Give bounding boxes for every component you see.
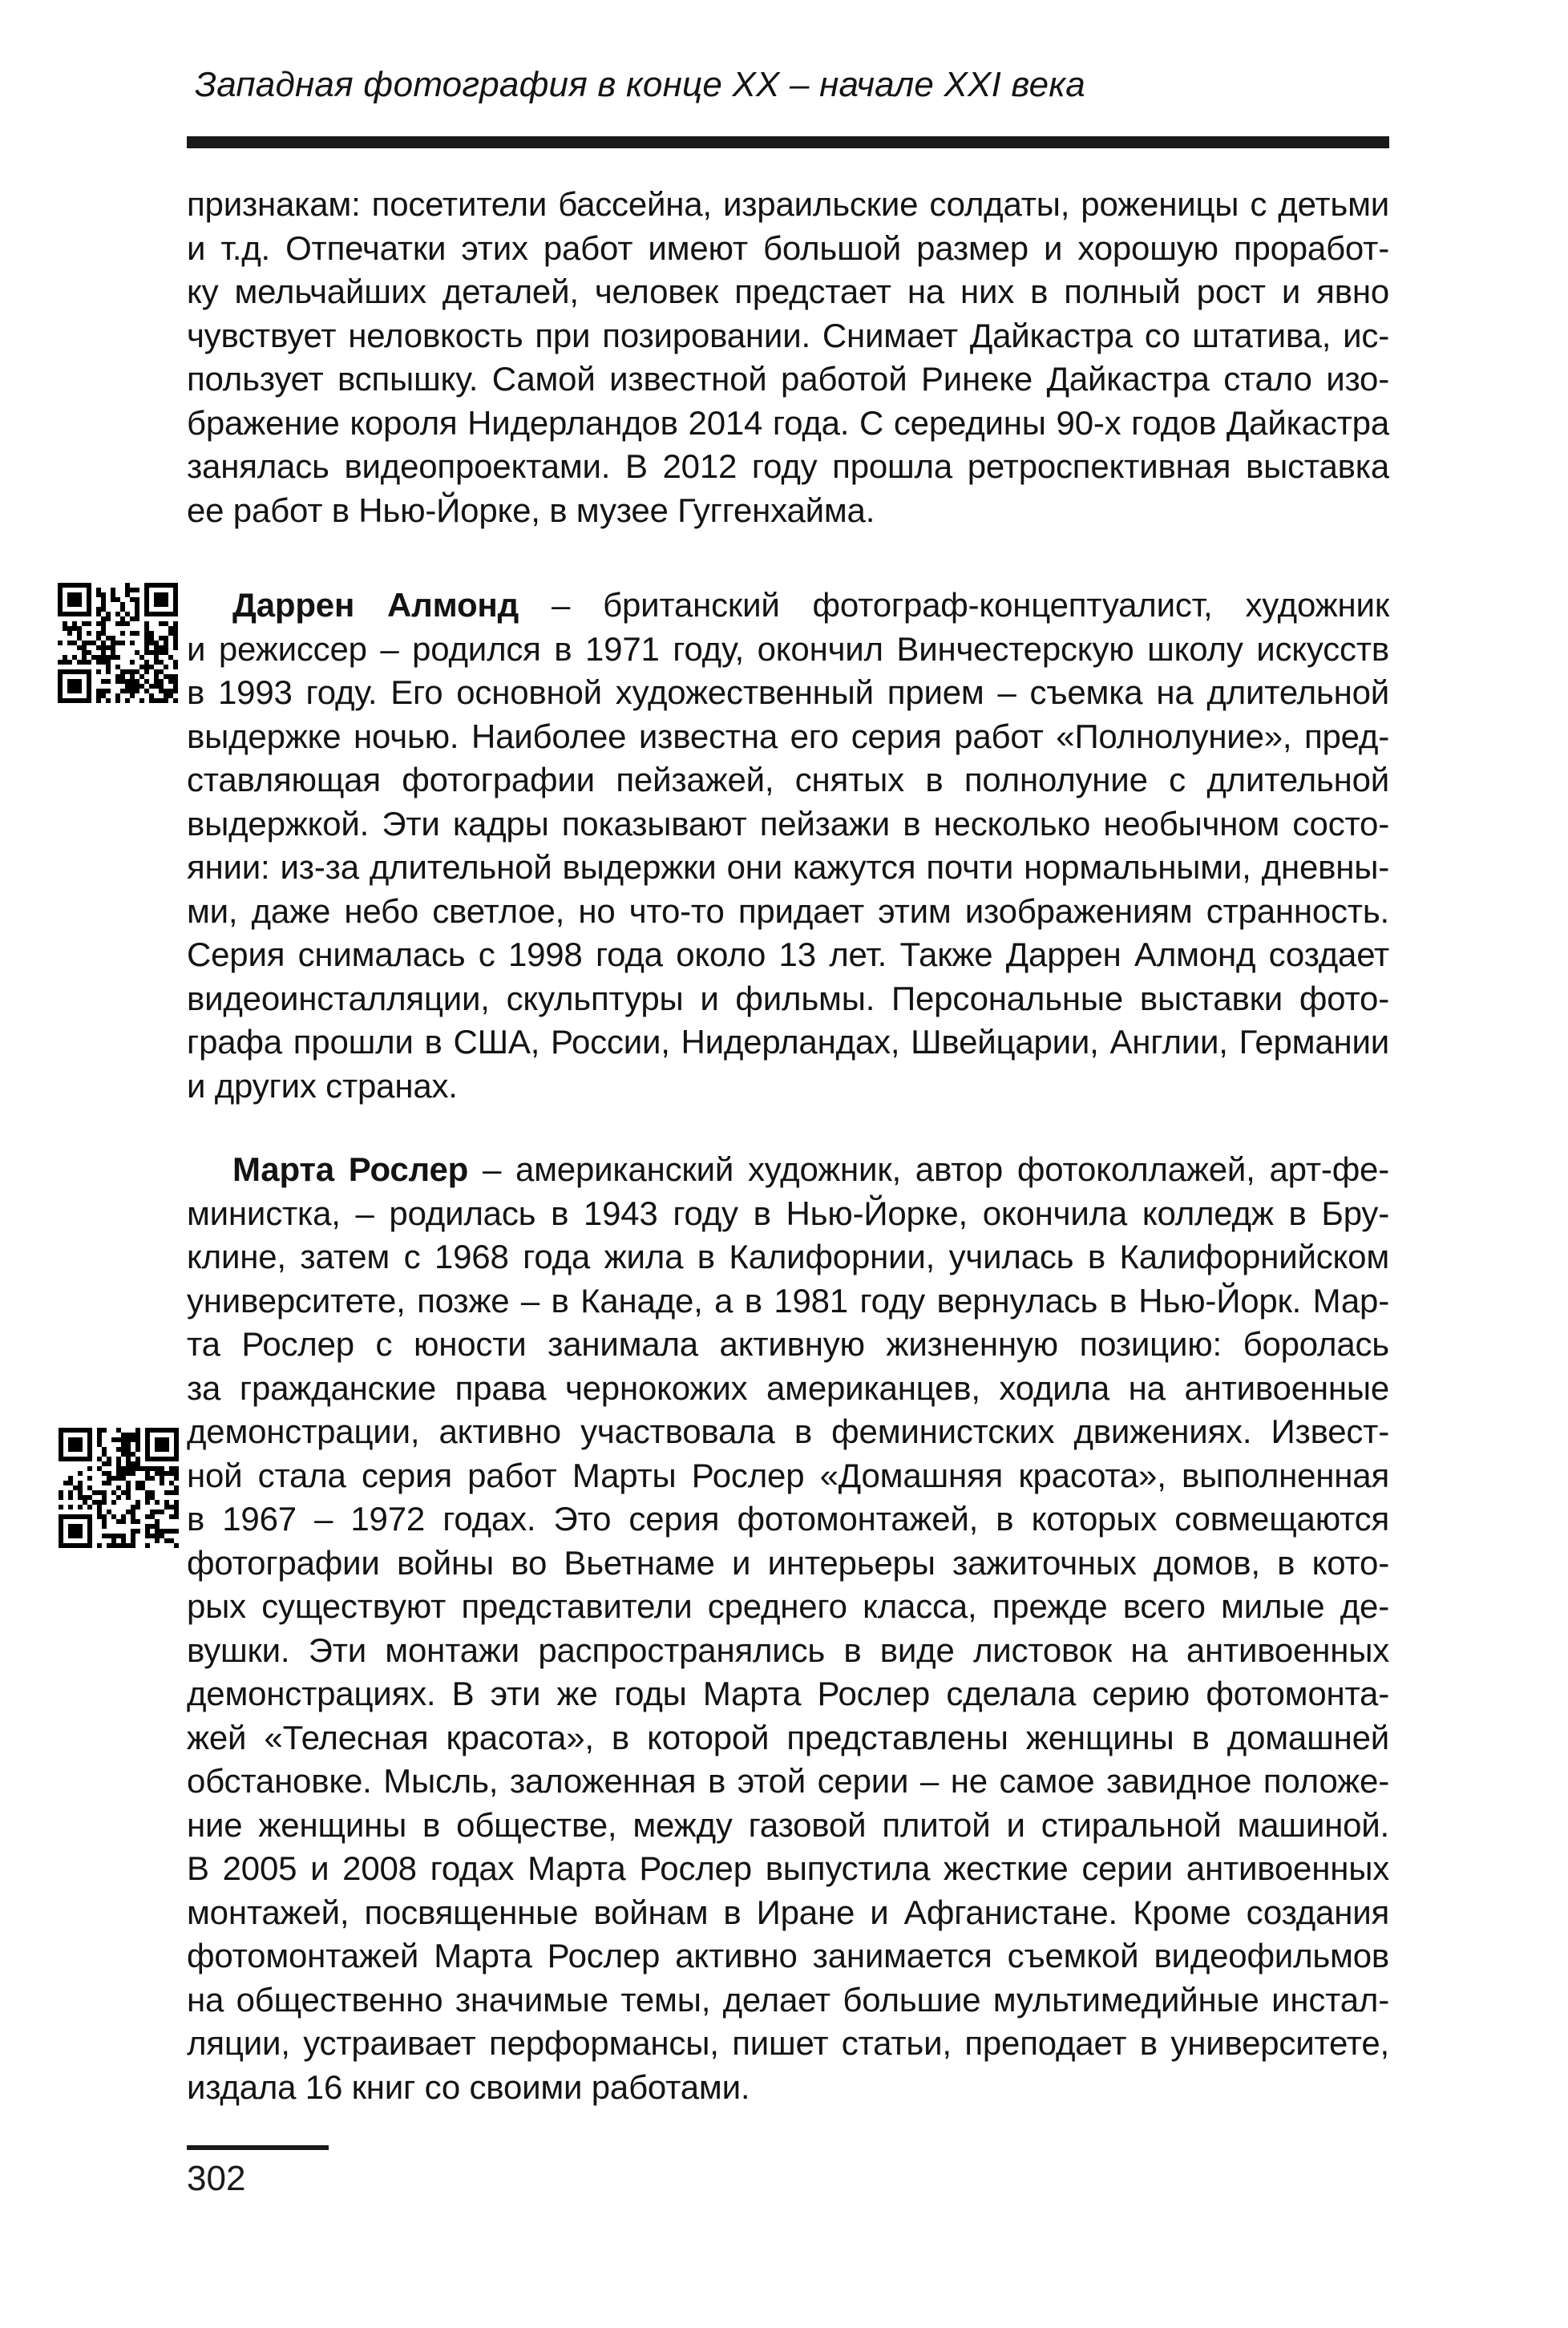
text-line: янии: из-за длительной выдержки они кажутся почти нормальными, дневны- <box>187 848 1389 886</box>
text-line: ее работ в Нью-Йорке, в музее Гуггенхайма. <box>187 491 875 529</box>
text-line: монтажей, посвященные войнам в Иране и Афганистане. Кроме создания <box>187 1893 1389 1931</box>
text-line: В 2005 и 2008 годах Марта Рослер выпустила жесткие серии антивоенных <box>187 1849 1389 1887</box>
paragraph <box>187 1148 1389 2109</box>
running-header-title: Западная фотография в конце XX – начале XXI века <box>195 65 1085 104</box>
text-line: чувствует неловкость при позировании. Снимает Дайкастра со штатива, ис- <box>187 316 1389 354</box>
text-line: в 1993 году. Его основной художественный прием – съемка на длительной <box>187 673 1389 711</box>
text-line: и режиссер – родился в 1971 году, окончил Винчестерскую школу искусств <box>187 629 1389 668</box>
paragraph <box>187 584 1389 1108</box>
footer-rule <box>187 2145 329 2150</box>
text-line: фотографии войны во Вьетнаме и интерьеры зажиточных домов, в кото- <box>187 1543 1389 1582</box>
person-name: Марта Рослер <box>232 1150 469 1188</box>
text-line: университете, позже – в Канаде, а в 1981 году вернулась в Нью-Йорк. Мар- <box>187 1281 1389 1320</box>
text-line: ставляющая фотографии пейзажей, снятых в полнолуние с длительной <box>187 761 1389 798</box>
text-line: на общественно значимые темы, делает большие мультимедийные инстал- <box>187 1980 1389 2019</box>
text-line: рых существуют представители среднего класса, прежде всего милые де- <box>187 1587 1389 1625</box>
text-line: жей «Телесная красота», в которой представлены женщины в домашней <box>187 1718 1389 1756</box>
paragraph <box>187 183 1389 532</box>
text-line: Серия снималась с 1998 года около 13 лет. Также Даррен Алмонд создает <box>187 936 1389 973</box>
page-number: 302 <box>187 2159 246 2198</box>
text-line: демонстрациях. В эти же годы Марта Рослер сделала серию фотомонта- <box>187 1675 1389 1712</box>
text-line: Даррен Алмонд – британский фотограф-концептуалист, художник <box>232 586 1389 624</box>
text-line: выдержке ночью. Наиболее известна его серия работ «Полнолуние», пред- <box>187 717 1389 755</box>
qr-code-darren-almond <box>58 583 178 703</box>
text-line: графа прошли в США, России, Нидерландах, Швейцарии, Англии, Германии <box>187 1023 1389 1061</box>
text-line: вушки. Эти монтажи распространялись в виде листовок на антивоенных <box>187 1631 1389 1669</box>
text-line: пользует вспышку. Самой известной работой Ринеке Дайкастра стало изо- <box>187 360 1389 398</box>
text-line: признакам: посетители бассейна, израильские солдаты, роженицы с детьми <box>187 185 1389 223</box>
text-line: клине, затем с 1968 года жила в Калифорнии, училась в Калифорнийском <box>187 1238 1389 1275</box>
text-line: фотомонтажей Марта Рослер активно занимается съемкой видеофильмов <box>187 1937 1389 1974</box>
text-line: издала 16 книг со своими работами. <box>187 2067 750 2106</box>
text-line: ляции, устраивает перформансы, пишет статьи, преподает в университете, <box>187 2024 1389 2062</box>
text-line: та Рослер с юности занимала активную жизненную позицию: боролась <box>187 1325 1389 1363</box>
text-line: ние женщины в обществе, между газовой плитой и стиральной машиной. <box>187 1805 1389 1844</box>
text-line: ми, даже небо светлое, но что-то придает этим изображениям странность. <box>187 891 1389 930</box>
text-line: выдержкой. Эти кадры показывают пейзажи в несколько необычном состо- <box>187 804 1389 843</box>
text-line: бражение короля Нидерландов 2014 года. С середины 90-х годов Дайкастра <box>187 403 1389 442</box>
person-name: Даррен Алмонд <box>232 586 519 624</box>
qr-code-martha-rosler <box>59 1428 179 1548</box>
text-line: обстановке. Мысль, заложенная в этой серии – не самое завидное положе- <box>187 1762 1389 1800</box>
header-rule <box>187 136 1389 148</box>
text-line: Марта Рослер – американский художник, автор фотоколлажей, арт-фе- <box>232 1150 1389 1188</box>
text-line: видеоинсталляции, скульптуры и фильмы. Персональные выставки фото- <box>187 979 1389 1017</box>
text-line: ной стала серия работ Марты Рослер «Домашняя красота», выполненная <box>187 1456 1389 1494</box>
text-line: министка, – родилась в 1943 году в Нью-Йорке, окончила колледж в Бру- <box>187 1194 1389 1232</box>
text-line: и других странах. <box>187 1066 458 1105</box>
text-line: ку мельчайших деталей, человек предстает на них в полный рост и явно <box>187 273 1389 310</box>
text-line: в 1967 – 1972 годах. Это серия фотомонтажей, в которых совмещаются <box>187 1500 1389 1538</box>
text-line: демонстрации, активно участвовала в феминистских движениях. Извест- <box>187 1413 1389 1450</box>
text-line: занялась видеопроектами. В 2012 году прошла ретроспективная выставка <box>187 447 1389 485</box>
body-text-column <box>187 183 1389 2109</box>
text-line: и т.д. Отпечатки этих работ имеют большой размер и хорошую проработ- <box>187 228 1389 267</box>
text-line: за гражданские права чернокожих американцев, ходила на антивоенные <box>187 1368 1389 1407</box>
